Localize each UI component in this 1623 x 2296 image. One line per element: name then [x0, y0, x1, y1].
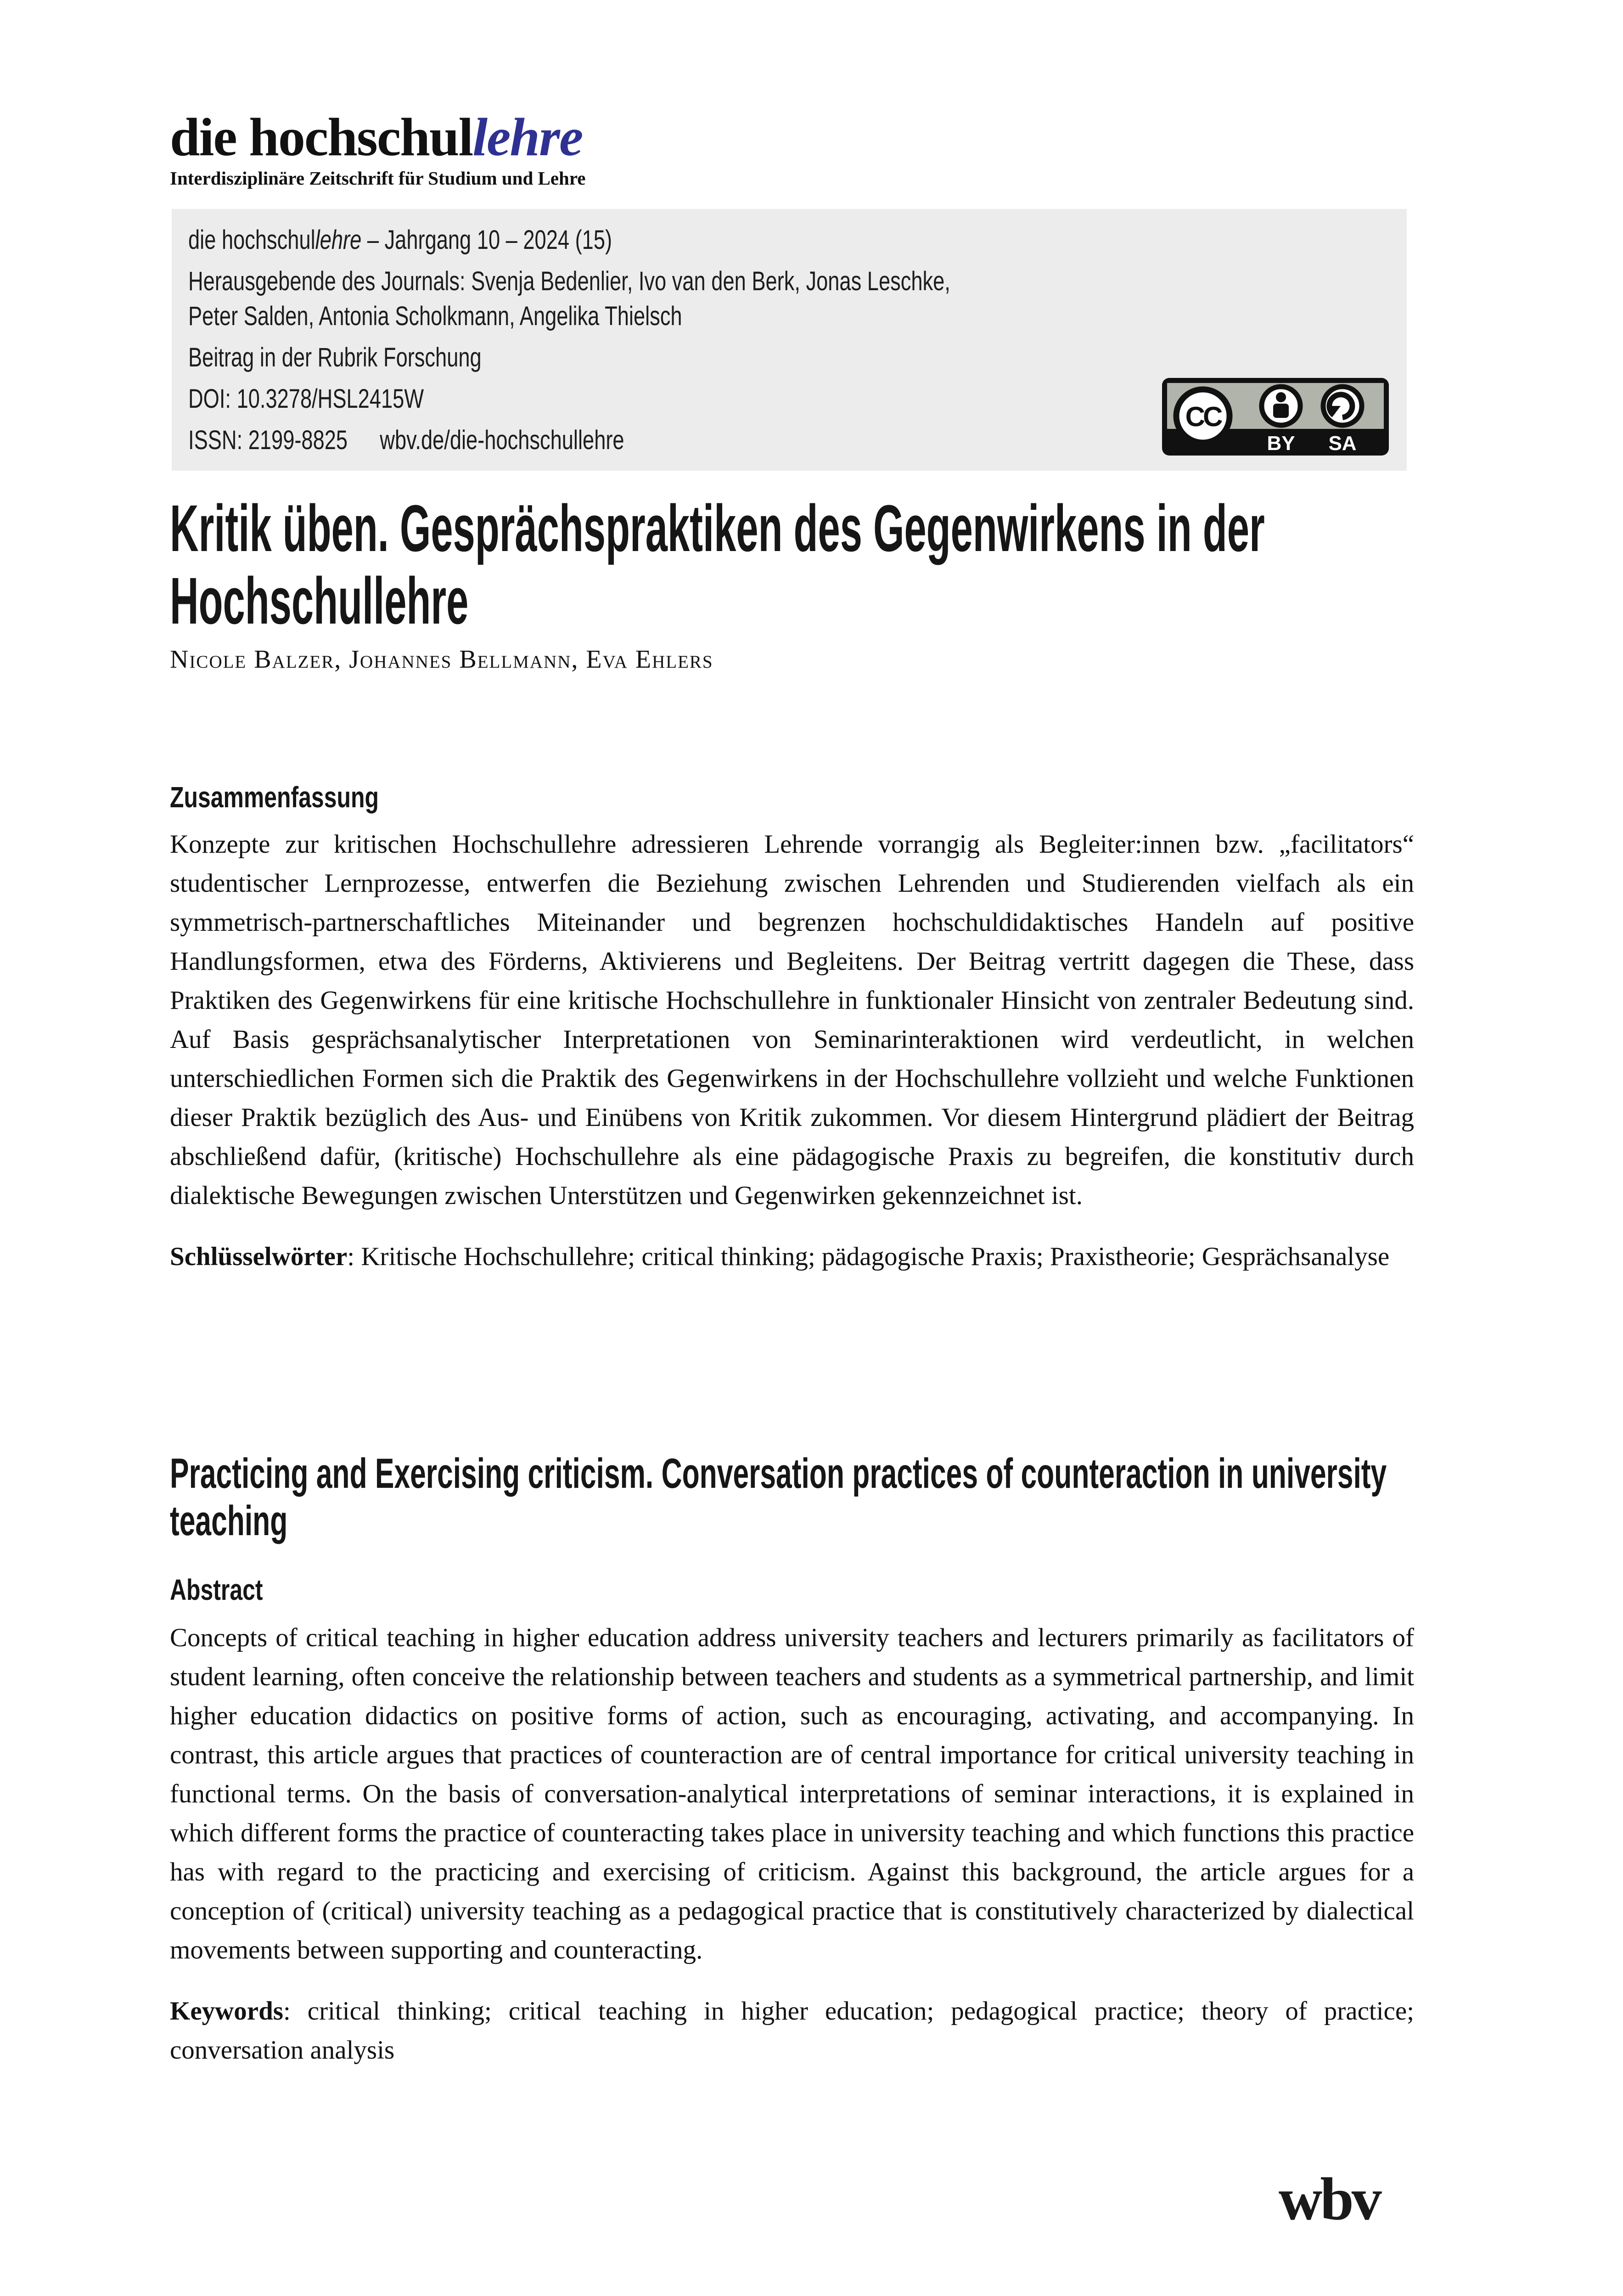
publisher-logo: wbv — [1279, 2165, 1380, 2233]
keywords-de-label: Schlüsselwörter — [170, 1242, 348, 1271]
badge-by-label: BY — [1267, 432, 1295, 455]
cc-icon — [1176, 389, 1230, 443]
journal-logo — [170, 107, 586, 167]
journal-website-link[interactable]: wbv.de/die-hochschullehre — [380, 425, 624, 455]
abstract-heading: Abstract — [170, 1573, 263, 1606]
svg-text:CC: CC — [1185, 401, 1221, 432]
article-title-de: Kritik üben. Gesprächspraktiken des Gegenwirkens in der Hochschullehre — [170, 491, 1265, 638]
issn-line — [188, 423, 1126, 458]
badge-sa-label: SA — [1328, 432, 1357, 455]
doi-line: DOI: 10.3278/HSL2415W — [188, 384, 424, 414]
issn-value: ISSN: 2199-8825 — [188, 425, 348, 455]
issue-info-box — [172, 209, 1407, 471]
rubric-line: Beitrag in der Rubrik Forschung — [188, 343, 482, 372]
keywords-en — [170, 1992, 1414, 2070]
summary-text: Konzepte zur kritischen Hochschullehre adressieren Lehrende vorrangig als Begleiter:innen bzw. „facilitators“ studentischer Lernprozesse, entwerfen die Beziehung zwischen Lehrenden und Studierenden vielfach als ein symmetrisch-partnerschaftliches Miteinander und begrenzen hochschuldidaktisches Handeln auf positive Handlungsformen, etwa des Förderns, Aktivierens und Begleitens. Der Beitrag vertritt dagegen die These, dass Praktiken des Gegenwirkens für eine kritische Hochschullehre in funktionaler Hinsicht von zentraler Bedeutung sind. Auf Basis gesprächsanalytischer Interpretationen von Seminarinteraktionen wird verdeutlicht, in welchen unterschiedlichen Formen sich die Praktik des Gegenwirkens in der Hochschullehre vollzieht und welche Funktionen dieser Praktik bezüglich des Aus- und Einübens von Kritik zukommen. Vor diesem Hintergrund plädiert der Beitrag abschließend dafür, (kritische) Hochschullehre als eine pädagogische Praxis zu begreifen, die konstitutiv durch dialektische Bewegungen zwischen Unterstützen und Gegenwirken gekennzeichnet ist. — [170, 830, 1414, 1210]
cc-by-sa-license-badge[interactable] — [1161, 377, 1390, 457]
english-block — [170, 1450, 1414, 2070]
keywords-en-text: : critical thinking; critical teaching in higher education; pedagogical practice; theory of practice; conversation analysis — [170, 1997, 1414, 2065]
keywords-en-label: Keywords — [170, 1997, 283, 2026]
abstract-text: Concepts of critical teaching in higher education address university teachers and lecturers primarily as facilitators of student learning, often conceive the relationship between teachers and students as a symmetrical partnership, and limit higher education didactics on positive forms of action, such as encouraging, activating, and accompanying. In contrast, this article argues that practices of counteraction are of central importance for critical university teaching in functional terms. On the basis of conversation-analytical interpretations of seminar interactions, it is explained in which different forms the practice of counteracting takes place in university teaching and which functions this practice has with regard to the practicing and exercising of criticism. Against this background, the article argues for a conception of (critical) university teaching as a pedagogical practice that is constitutively characterized by dialectical movements between supporting and counteracting. — [170, 1623, 1414, 1964]
journal-logo-blue: lehre — [472, 107, 583, 167]
article-title-en: Practicing and Exercising criticism. Conversation practices of counteraction in university teaching — [170, 1450, 1387, 1544]
summary-heading: Zusammenfassung — [170, 781, 379, 814]
share-alike-icon — [1323, 387, 1362, 425]
journal-logo-black: die hochschul — [170, 107, 473, 167]
keywords-de — [170, 1237, 1414, 1276]
authors-line: Nicole Balzer, Johannes Bellmann, Eva Ehlers — [170, 645, 713, 674]
summary-block — [170, 825, 1414, 1276]
journal-subtitle: Interdisziplinäre Zeitschrift für Studium und Lehre — [170, 168, 586, 189]
attribution-icon — [1262, 387, 1300, 425]
editors-line-2: Peter Salden, Antonia Scholkmann, Angelika Thielsch — [188, 301, 682, 331]
keywords-de-text: : Kritische Hochschullehre; critical thinking; pädagogische Praxis; Praxistheorie; Gesprächsanalyse — [347, 1242, 1390, 1271]
issue-line: die hochschullehre – Jahrgang 10 – 2024 (15) — [188, 225, 612, 255]
masthead — [170, 107, 586, 189]
editors-line-1: Herausgebende des Journals: Svenja Bedenlier, Ivo van den Berk, Jonas Leschke, — [188, 266, 950, 296]
